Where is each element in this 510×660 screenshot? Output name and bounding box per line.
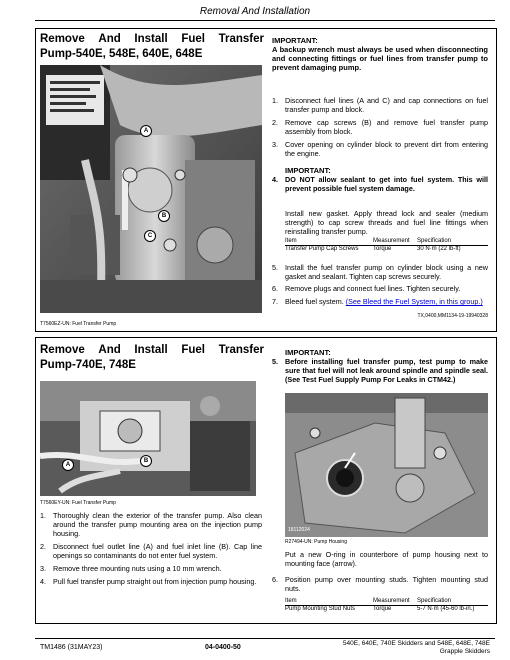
step-4-740e: 4. Pull fuel transfer pump straight out from injection pump housing. (40, 577, 257, 586)
image-caption: T7560EZ-UN: Fuel Transfer Pump (40, 321, 117, 327)
step-1-740e: 1. Thoroughly clean the exterior of the transfer pump. Also clean around the transfer pump mounting area on the injection pump housing. (40, 511, 262, 538)
page-header-title: Removal And Installation (199, 6, 311, 17)
important-notice: IMPORTANT: A backup wrench must always be used when disconnecting and connecting fittings or fuel lines from transfer pump to prevent damaging pump. (272, 36, 488, 72)
oring-instructions: Put a new O-ring in counterbore of pump housing next to mounting face (arrow). (285, 550, 488, 568)
step-2-740e: 2. Disconnect fuel outlet line (A) and fuel inlet line (B). Cap line openings so contaminants do not enter fuel system. (40, 542, 262, 560)
step-6-740e: 6. Position pump over mounting studs. Tighten mounting stud nuts. (272, 575, 488, 593)
step-5-740e: 5. Before installing fuel transfer pump, test pump to make sure that fuel will not leak around spindle and spindle seal. (See Test Fuel Supply Pump For Leaks in CTM42.) (272, 357, 488, 384)
spec-table: Item Measurement Specification Transfer Pump Cap Screws Torque 30 N·m (22 lb-ft) (285, 238, 488, 253)
step-1: 1. Disconnect fuel lines (A and C) and cap connections on fuel transfer pump and block. (272, 96, 488, 114)
important-notice-2: IMPORTANT: (285, 166, 331, 175)
step-7: 7. Bleed fuel system. (See Bleed the Fuel System, in this group.) (272, 297, 483, 306)
image-id: 18112024 (288, 527, 310, 533)
pump-housing-photo (285, 393, 488, 537)
step-5: 5. Install the fuel transfer pump on cylinder block using a new gasket and sealant. Tighten cap screws securely. (272, 263, 488, 281)
section2-title: Remove And Install Fuel Transfer Pump-740E, 748E (40, 344, 264, 371)
step-4: 4. DO NOT allow sealant to get into fuel system. This will prevent possible fuel system damage. (272, 175, 488, 193)
important-notice-740e: IMPORTANT: (285, 348, 331, 357)
step-6: 6. Remove plugs and connect fuel lines. Tighten securely. (272, 284, 461, 293)
callout-c: C (144, 230, 156, 242)
image-caption-740e: T7560EY-UN: Fuel Transfer Pump (40, 500, 116, 506)
gasket-instructions: Install new gasket. Apply thread lock and sealer (medium strength) to cap screw threads and fuel line fittings when reinstalling transfer pump. (285, 209, 488, 236)
callout-b: B (158, 210, 170, 222)
footer-page-number: 04-0400-50 (205, 644, 241, 651)
bleed-fuel-system-link[interactable]: (See Bleed the Fuel System, in this group.) (345, 297, 483, 306)
reference-code: TX,0400,MM1134-19-19940328 (417, 313, 488, 319)
fuel-transfer-pump-740e-photo (40, 381, 256, 496)
callout-b-740e: B (140, 455, 152, 467)
step-3-740e: 3. Remove three mounting nuts using a 10 mm wrench. (40, 564, 222, 573)
callout-a: A (140, 125, 152, 137)
header-rule (35, 20, 495, 21)
step-2: 2. Remove cap screws (B) and remove fuel transfer pump assembly from block. (272, 118, 488, 136)
footer-rule (35, 638, 495, 639)
footer-manual-id: TM1486 (31MAY23) (40, 644, 103, 651)
callout-a-740e: A (62, 459, 74, 471)
footer-models: 540E, 640E, 740E Skidders and 548E, 648E, 748E Grapple Skidders (342, 640, 490, 655)
image-caption-pump-housing: R27494-UN: Pump Housing (285, 539, 347, 545)
step-3: 3. Cover opening on cylinder block to prevent dirt from entering the engine. (272, 140, 488, 158)
fuel-transfer-pump-photo (40, 65, 262, 313)
section1-title: Remove And Install Fuel Transfer Pump-540E, 548E, 640E, 648E (40, 33, 264, 60)
spec-table-740e: Item Measurement Specification Pump Mounting Stud Nuts Torque 5-7 N·m (45-60 lb-in.) (285, 598, 488, 613)
